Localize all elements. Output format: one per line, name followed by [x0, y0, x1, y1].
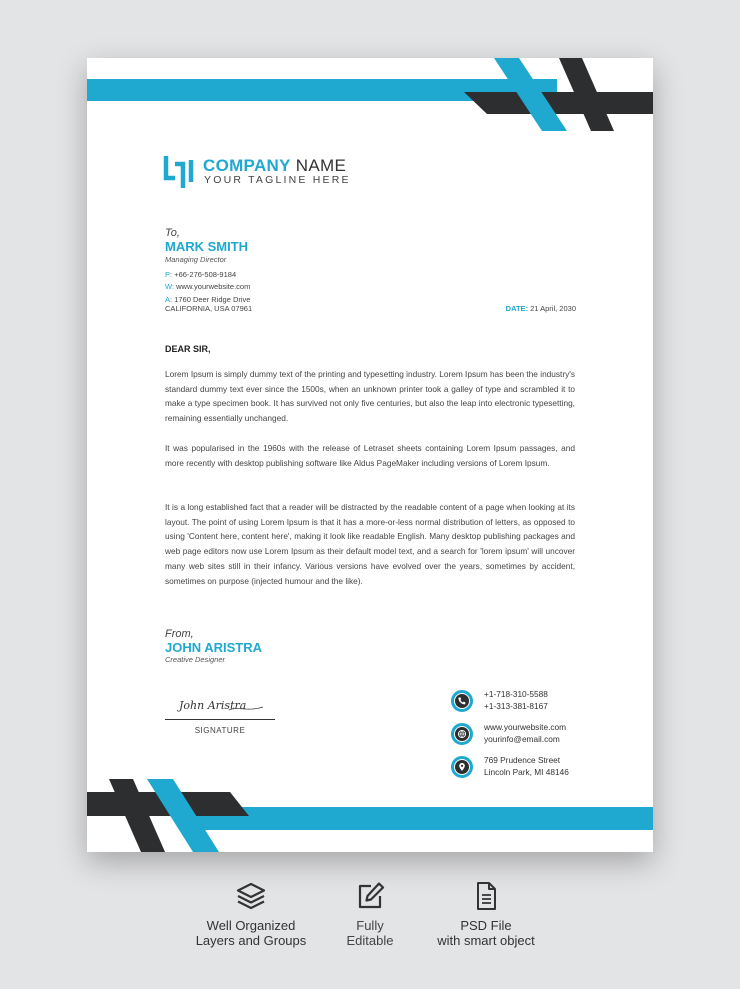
- footer-phone-1: +1-718-310-5588: [484, 689, 548, 699]
- recipient-phone: [165, 270, 236, 279]
- phone-icon: [451, 690, 473, 712]
- feature-layers-line1: Well Organized: [206, 918, 296, 933]
- date-label: DATE:: [505, 304, 529, 313]
- recipient-name: MARK SMITH: [165, 239, 249, 254]
- layers-icon: [235, 880, 267, 912]
- recipient-website: [165, 282, 250, 291]
- footer-blue-stripe: [183, 807, 653, 830]
- feature-editable: [330, 880, 410, 948]
- location-icon: [451, 756, 473, 778]
- file-icon: [470, 880, 502, 912]
- edit-icon: [354, 880, 386, 912]
- paragraph-1: Lorem Ipsum is simply dummy text of the printing and typesetting industry. Lorem Ipsum has been the industry's standard dummy text ever since the 1500s, when an unknown printer took a galley of type and scrambled it to make a type specimen book. It has survived not only five centuries, but also the leap into electronic typesetting, remaining essentially unchanged.: [165, 369, 576, 424]
- recipient-web-value: www.yourwebsite.com: [176, 282, 251, 291]
- footer-website: www.yourwebsite.com: [484, 722, 567, 732]
- paragraph-2: It was popularised in the 1960s with the release of Letraset sheets containing Lorem Ipsum passages, and more recently with desktop publishing software like Aldus PageMaker including versions of Lorem Ipsum.: [165, 443, 575, 468]
- recipient-address-line2: CALIFORNIA, USA 07961: [165, 304, 253, 313]
- from-label: From,: [165, 628, 194, 640]
- footer-address-1: 769 Prudence Street: [484, 755, 561, 765]
- company-name: [203, 156, 346, 176]
- footer-address-2: Lincoln Park, MI 48146: [484, 767, 569, 777]
- globe-icon: [451, 723, 473, 745]
- letter-date: [506, 304, 576, 313]
- signature-line: [165, 719, 275, 720]
- company-name-rest: NAME: [295, 156, 347, 175]
- sender-name: JOHN ARISTRA: [165, 640, 263, 655]
- recipient-address: [165, 295, 250, 304]
- signature-script: John Aristra: [179, 699, 247, 712]
- footer-email: yourinfo@email.com: [484, 734, 560, 744]
- signature-label: SIGNATURE: [194, 726, 246, 735]
- feature-psd: [420, 880, 552, 948]
- recipient-phone-label: P:: [165, 270, 173, 279]
- feature-layers-line2: Layers and Groups: [195, 933, 307, 948]
- recipient-web-label: W:: [165, 282, 175, 291]
- feature-layers: [182, 880, 320, 948]
- feature-editable-line1: Fully: [356, 918, 384, 933]
- feature-editable-line2: Editable: [346, 933, 394, 948]
- salutation: DEAR SIR,: [165, 344, 211, 354]
- letterhead-sheet: [87, 58, 653, 852]
- company-tagline: YOUR TAGLINE HERE: [204, 174, 351, 186]
- company-logo-icon: [163, 154, 195, 190]
- sender-title: Creative Designer: [165, 655, 226, 664]
- recipient-address-label: A:: [165, 295, 173, 304]
- company-name-bold: COMPANY: [203, 156, 291, 175]
- header-dark-bar: [464, 92, 653, 114]
- recipient-phone-value: +66-276-508-9184: [174, 270, 237, 279]
- signature-image: [177, 692, 267, 716]
- date-value: 21 April, 2030: [530, 304, 576, 313]
- feature-psd-line2: with smart object: [437, 933, 535, 948]
- recipient-title: Managing Director: [165, 255, 227, 264]
- feature-psd-line1: PSD File: [460, 918, 512, 933]
- paragraph-3: It is a long established fact that a reader will be distracted by the readable content of a page when looking at its layout. The point of using Lorem Ipsum is that it has a more-or-less normal distribution of letters, as opposed to using 'Content here, content here', making it look like readable English. Many desktop publishing packages and web page editors now use Lorem Ipsum as their default model text, and a search for 'lorem ipsum' will uncover many web sites still in their infancy. Various versions have evolved over the years, sometimes by accident, sometimes on purpose (injected humour and the like).: [165, 502, 575, 586]
- recipient-address-line1: 1760 Deer Ridge Drive: [174, 295, 251, 304]
- to-label: To,: [165, 227, 180, 239]
- footer-phone-2: +1-313-381-8167: [484, 701, 548, 711]
